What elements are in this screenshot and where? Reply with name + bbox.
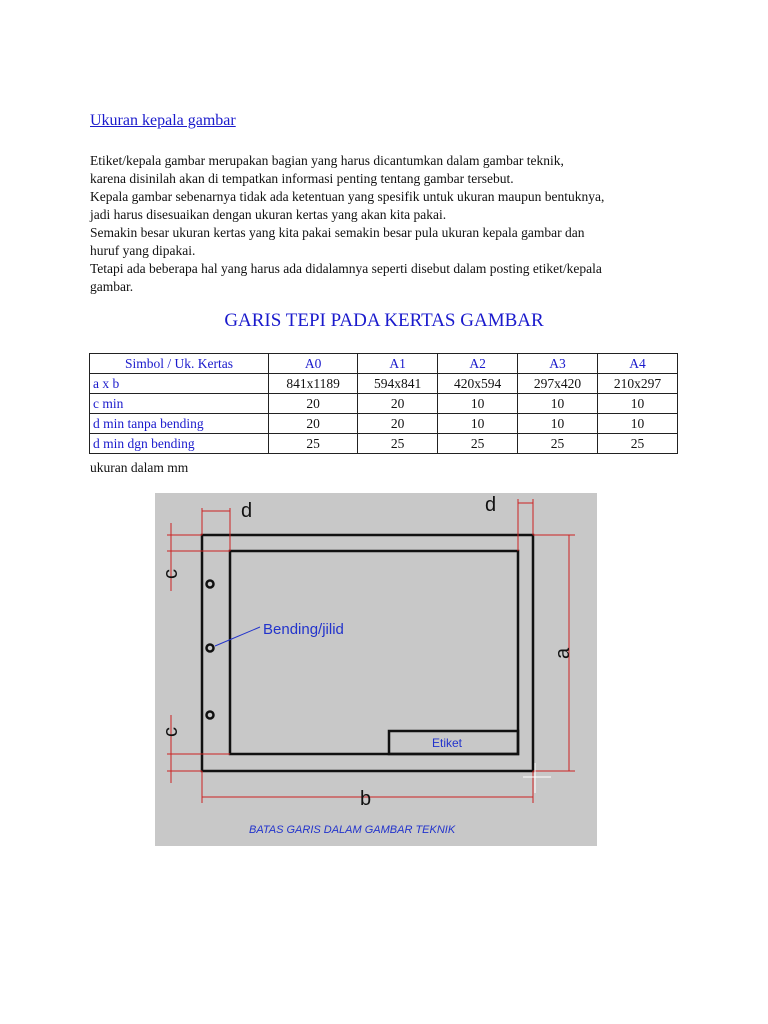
header-cell: A3 [518,354,598,374]
label-a: a [552,647,574,659]
header-cell: A4 [598,354,678,374]
table-row [90,374,678,394]
paragraph-line: Etiket/kepala gambar merupakan bagian yang harus dicantumkan dalam gambar teknik, [90,153,564,168]
table-cell: 10 [598,394,678,414]
label-d-left: d [241,500,253,522]
table-row [90,394,678,414]
label-etiket: Etiket [432,736,463,750]
table-cell: 297x420 [518,374,598,394]
table-cell: 20 [269,414,358,434]
figure-caption: BATAS GARIS DALAM GAMBAR TEKNIK [249,824,456,836]
table-row [90,414,678,434]
table-cell: 20 [269,394,358,414]
table-header-row [90,354,678,374]
row-label: d min tanpa bending [90,414,269,434]
table-cell: 10 [438,414,518,434]
row-label: c min [90,394,269,414]
binding-hole [207,581,214,588]
header-cell: A0 [269,354,358,374]
paragraph-line: Tetapi ada beberapa hal yang harus ada didalamnya seperti disebut dalam posting etiket/kepala [90,261,602,276]
table-row [90,434,678,454]
paragraph-line: huruf yang dipakai. [90,243,196,258]
table-cell: 25 [269,434,358,454]
paper-outline [202,535,533,771]
diagram-svg [155,493,597,846]
header-cell: A1 [358,354,438,374]
table-cell: 25 [438,434,518,454]
binding-hole [207,712,214,719]
label-d-right: d [485,494,497,516]
paragraph-line: jadi harus disesuaikan dengan ukuran kertas yang akan kita pakai. [90,207,447,222]
table-cell: 10 [518,414,598,434]
paragraph-line: Kepala gambar sebenarnya tidak ada ketentuan yang spesifik untuk ukuran maupun bentuknya, [90,189,605,204]
table-cell: 10 [598,414,678,434]
row-label: d min dgn bending [90,434,269,454]
paragraph-line: gambar. [90,279,134,294]
table-cell: 25 [598,434,678,454]
paragraph-line: karena disinilah akan di tempatkan informasi penting tentang gambar tersebut. [90,171,514,186]
section-title[interactable]: Ukuran kepala gambar [90,112,236,129]
label-b: b [360,788,372,810]
border-diagram [155,493,597,846]
table-cell: 594x841 [358,374,438,394]
label-bending: Bending/jilid [263,621,344,638]
row-label: a x b [90,374,269,394]
unit-note: ukuran dalam mm [90,460,189,475]
table-cell: 25 [518,434,598,454]
table-cell: 420x594 [438,374,518,394]
binding-hole [207,645,214,652]
table-cell: 841x1189 [269,374,358,394]
intro-paragraph [90,152,680,296]
label-c-bottom: c [160,727,182,737]
table-cell: 25 [358,434,438,454]
table-cell: 20 [358,394,438,414]
table-cell: 10 [438,394,518,414]
label-c-top: c [160,569,182,579]
table-heading: GARIS TEPI PADA KERTAS GAMBAR [224,310,544,331]
table-cell: 20 [358,414,438,434]
drawing-frame [230,551,518,754]
paper-size-table [89,353,678,454]
header-cell: Simbol / Uk. Kertas [90,354,269,374]
table-cell: 210x297 [598,374,678,394]
table-cell: 10 [518,394,598,414]
header-cell: A2 [438,354,518,374]
paragraph-line: Semakin besar ukuran kertas yang kita pakai semakin besar pula ukuran kepala gambar dan [90,225,585,240]
